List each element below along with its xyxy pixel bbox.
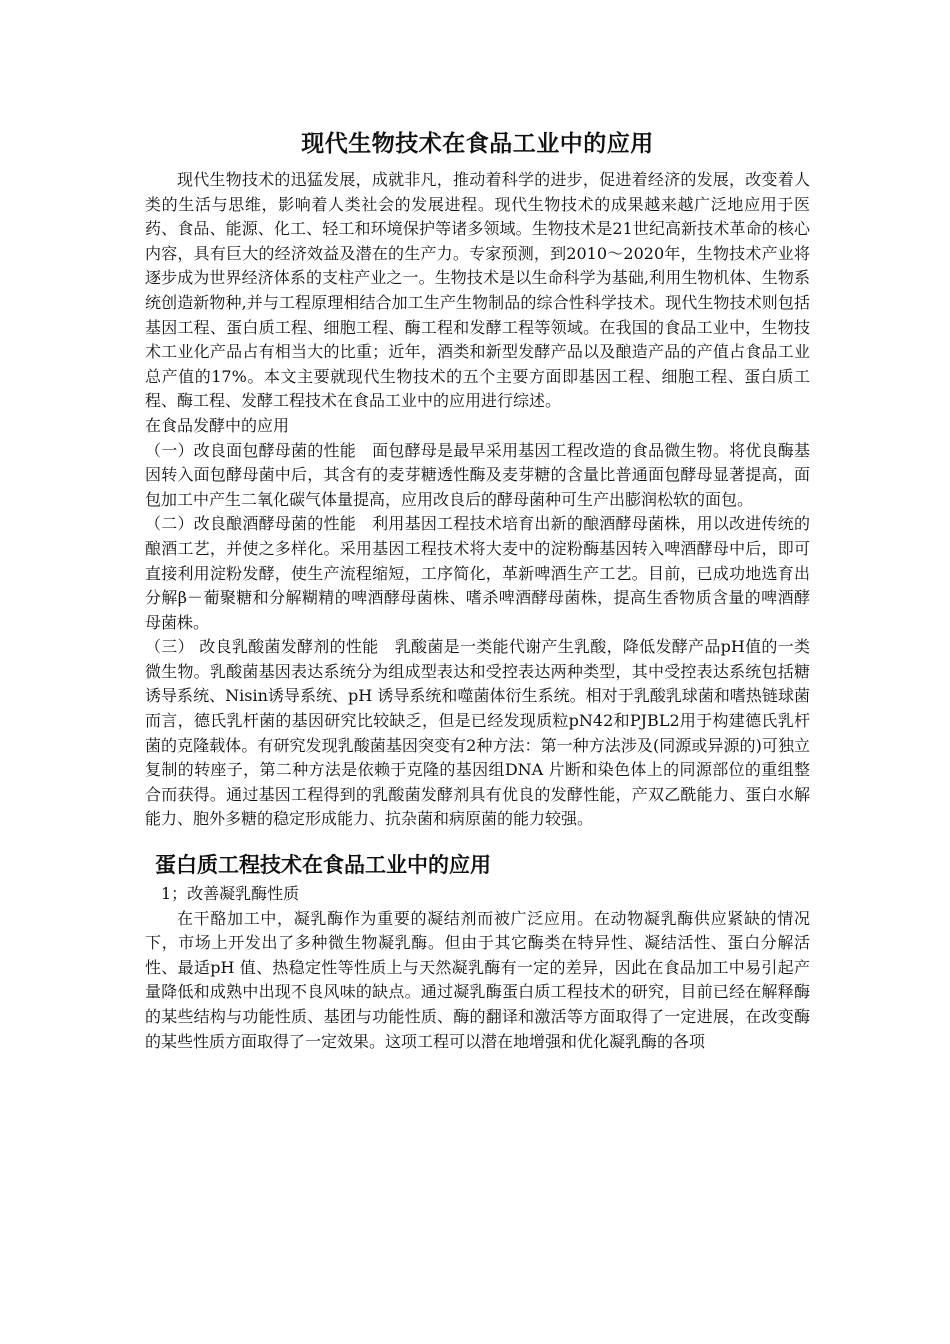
- subheading-rennet: 1；改善凝乳酶性质: [161, 884, 300, 904]
- rennet-paragraph: 在干酪加工中，凝乳酶作为重要的凝结剂而被广泛应用。在动物凝乳酶供应紧缺的情况下，市场上开发出了多种微生物凝乳酶。但由于其它酶类在特异性、凝结活性、蛋白分解活性、最适pH 值、热稳定性等性质上与天然凝乳酶有一定的差异，因此在食品加工中易引起产量降低和成熟中出现不良风味的缺点。通过凝乳酶蛋白质工程技术的研究，目前已经在解释酶的某些结构与功能性质、基团与功能性质、酶的翻译和激活等方面取得了一定进展，在改变酶的某些性质方面取得了一定效果。这项工程可以潜在地增强和优化凝乳酶的各项: [145, 908, 810, 1051]
- item-bread-yeast: （一）改良面包酵母菌的性能 面包酵母是最早采用基因工程改造的食品微生物。将优良酶基因转入面包酵母菌中后，其含有的麦芽糖透性酶及麦芽糖的含量比普通面包酵母显著提高，面包加工中产生二氧化碳气体量提高，应用改良后的酵母菌种可生产出膨润松软的面包。: [145, 440, 810, 509]
- section-heading-protein-engineering: 蛋白质工程技术在食品工业中的应用: [155, 853, 491, 878]
- item-lactic-acid-bacteria: （三） 改良乳酸菌发酵剂的性能 乳酸菌是一类能代谢产生乳酸，降低发酵产品pH值的一类微生物。乳酸菌基因表达系统分为组成型表达和受控表达两种类型，其中受控表达系统包括糖诱导系统、Nisin诱导系统、pH 诱导系统和噬菌体衍生系统。相对于乳酸乳球菌和嗜热链球菌而言，德氏乳杆菌的基因研究比较缺乏，但是已经发现质粒pN42和PJBL2用于构建德氏乳杆菌的克隆载体。有研究发现乳酸菌基因突变有2种方法：第一种方法涉及(同源或异源的)可独立复制的转座子，第二种方法是依赖于克隆的基因组DNA 片断和染色体上的同源部位的重组整合而获得。通过基因工程得到的乳酸菌发酵剂具有优良的发酵性能，产双乙酰能力、蛋白水解能力、胞外多糖的稳定形成能力、抗杂菌和病原菌的能力较强。: [145, 637, 810, 829]
- document-page: [145, 128, 810, 1054]
- intro-paragraph: 现代生物技术的迅猛发展，成就非凡，推动着科学的进步，促进着经济的发展，改变着人类的生活与思维，影响着人类社会的发展进程。现代生物技术的成果越来越广泛地应用于医药、食品、能源、化工、轻工和环境保护等诸多领域。生物技术是21世纪高新技术革命的核心内容，具有巨大的经济效益及潜在的生产力。专家预测，到2010～2020年，生物技术产业将逐步成为世界经济体系的支柱产业之一。生物技术是以生命科学为基础,利用生物机体、生物系统创造新物种,并与工程原理相结合加工生产生物制品的综合性科学技术。现代生物技术则包括基因工程、蛋白质工程、细胞工程、酶工程和发酵工程等领域。在我国的食品工业中，生物技术工业化产品占有相当大的比重；近年，酒类和新型发酵产品以及酿造产品的产值占食品工业总产值的17%。本文主要就现代生物技术的五个主要方面即基因工程、细胞工程、蛋白质工程、酶工程、发酵工程技术在食品工业中的应用进行综述。: [145, 170, 810, 411]
- section-heading-fermentation: 在食品发酵中的应用: [145, 415, 290, 435]
- document-title: 现代生物技术在食品工业中的应用: [301, 131, 654, 157]
- item-brewing-yeast: （二）改良酿酒酵母菌的性能 利用基因工程技术培育出新的酿酒酵母菌株，用以改进传统的酿酒工艺，并使之多样化。采用基因工程技术将大麦中的淀粉酶基因转入啤酒酵母中后，即可直接利用淀粉发酵，使生产流程缩短，工序简化，革新啤酒生产工艺。目前，已成功地选育出分解β－葡聚糖和分解糊精的啤酒酵母菌株、嗜杀啤酒酵母菌株，提高生香物质含量的啤酒酵母菌株。: [145, 514, 810, 632]
